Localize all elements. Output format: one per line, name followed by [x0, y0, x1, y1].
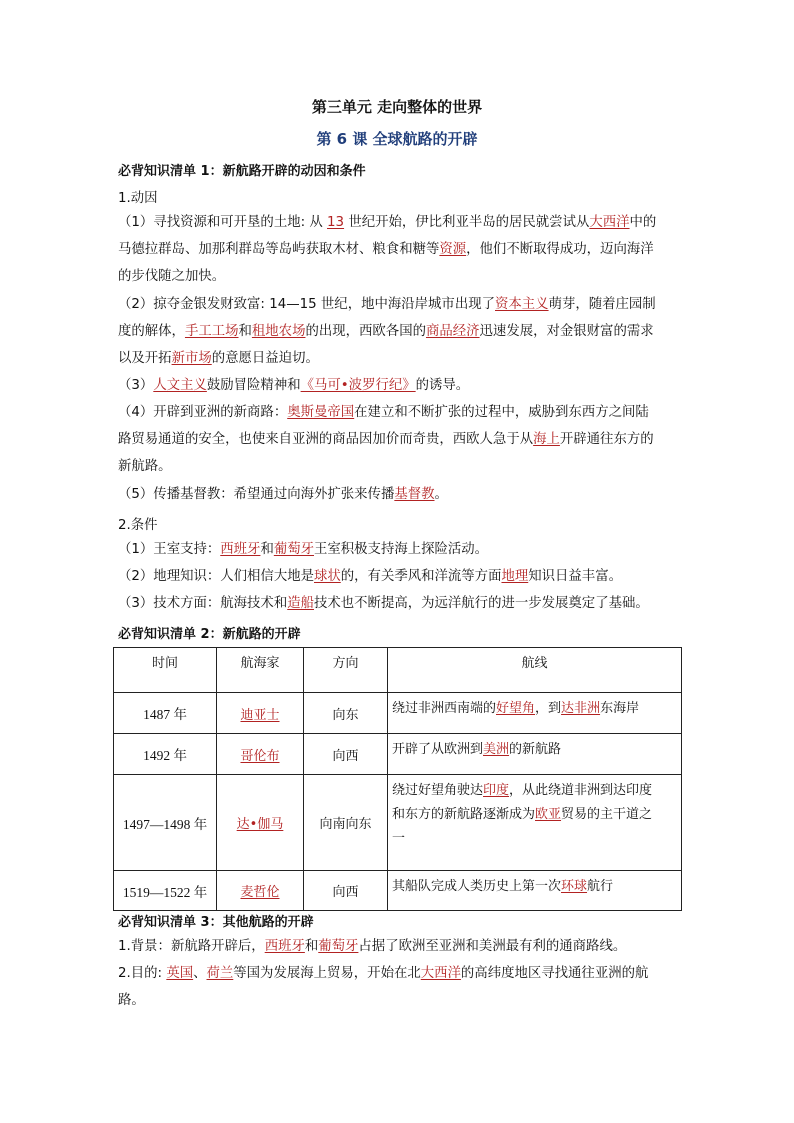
- row-time: 1487 年: [114, 693, 217, 734]
- other-routes-purpose-paragraph: 2.目的: 英国、荷兰等国为发展海上贸易，开始在北大西洋的高纬度地区寻找通往亚洲的航 路。: [118, 966, 649, 1008]
- routes-table: [113, 647, 682, 911]
- motive-heading: 1.动因: [118, 191, 158, 206]
- row-navigator: 达•伽马: [236, 817, 284, 832]
- table-row: [114, 871, 682, 911]
- row-route: 绕过好望角驶达印度，从此绕道非洲到达印度 和东方的新航路逐渐成为欧亚贸易的主干道之 一: [388, 775, 682, 871]
- row-route: 其船队完成人类历史上第一次环球航行: [388, 871, 682, 911]
- list1-heading: 必背知识清单 1：新航路开辟的动因和条件: [118, 164, 366, 179]
- other-routes-background-paragraph: 1.背景：新航路开辟后，西班牙和葡萄牙占据了欧洲至亚洲和美洲最有利的通商路线。: [118, 939, 627, 954]
- condition-royal-paragraph: （1）王室支持：西班牙和葡萄牙王室积极支持海上探险活动。: [118, 542, 489, 557]
- table-row: [114, 775, 682, 871]
- motive-humanism-paragraph: （3）人文主义鼓励冒险精神和《马可•波罗行纪》的诱导。: [118, 378, 470, 393]
- header-direction: 方向: [304, 648, 388, 693]
- row-route: 绕过非洲西南端的好望角，到达非洲东海岸: [388, 693, 682, 734]
- lesson-title: 第 6 课 全球航路的开辟: [316, 130, 478, 148]
- conditions-heading: 2.条件: [118, 518, 158, 533]
- motive-christianity-paragraph: （5）传播基督教：希望通过向海外扩张来传播基督教。: [118, 487, 448, 502]
- row-direction: 向西: [304, 871, 388, 911]
- row-time: 1497—1498 年: [114, 775, 217, 871]
- header-time: 时间: [114, 648, 217, 693]
- motive-trade-route-paragraph: （4）开辟到亚洲的新商路：奥斯曼帝国在建立和不断扩张的过程中，威胁到东西方之间陆 路贸易通道的安全，也使来自亚洲的商品因加价而奇贵，西欧人急于从海上开辟通往东方的 新航路。: [118, 405, 654, 474]
- table-row: [114, 693, 682, 734]
- table-header-row: [114, 648, 682, 693]
- row-direction: 向东: [304, 693, 388, 734]
- row-time: 1519—1522 年: [114, 871, 217, 911]
- header-navigator: 航海家: [217, 648, 304, 693]
- row-navigator: 哥伦布: [240, 748, 280, 764]
- condition-technology-paragraph: （3）技术方面：航海技术和造船技术也不断提高，为远洋航行的进一步发展奠定了基础。: [118, 596, 649, 611]
- row-navigator: 麦哲伦: [240, 885, 280, 900]
- table-row: [114, 734, 682, 775]
- condition-geography-paragraph: （2）地理知识：人们相信大地是球状的，有关季风和洋流等方面地理知识日益丰富。: [118, 569, 622, 584]
- header-route: 航线: [388, 648, 682, 693]
- row-route: 开辟了从欧洲到美洲的新航路: [388, 734, 682, 775]
- unit-title: 第三单元 走向整体的世界: [311, 98, 483, 116]
- list3-heading: 必背知识清单 3：其他航路的开辟: [118, 915, 314, 930]
- row-direction: 向南向东: [304, 775, 388, 871]
- row-direction: 向西: [304, 734, 388, 775]
- list2-heading: 必背知识清单 2：新航路的开辟: [118, 627, 301, 642]
- row-navigator: 迪亚士: [240, 707, 280, 723]
- motive-gold-paragraph: （2）掠夺金银发财致富: 14—15 世纪，地中海沿岸城市出现了资本主义萌芽，随着庄园制 度的解体，手工工场和租地农场的出现，西欧各国的商品经济迅速发展，对金银财富的需求 以及开拓新市场的意愿日益迫切。: [118, 297, 656, 366]
- row-time: 1492 年: [114, 734, 217, 775]
- motive-resources-paragraph: （1）寻找资源和可开垦的土地: 从 13 世纪开始，伊比利亚半岛的居民就尝试从大西洋中的 马德拉群岛、加那利群岛等岛屿获取木材、粮食和糖等资源，他们不断取得成功，迈向海洋 的步伐随之加快。: [118, 215, 657, 284]
